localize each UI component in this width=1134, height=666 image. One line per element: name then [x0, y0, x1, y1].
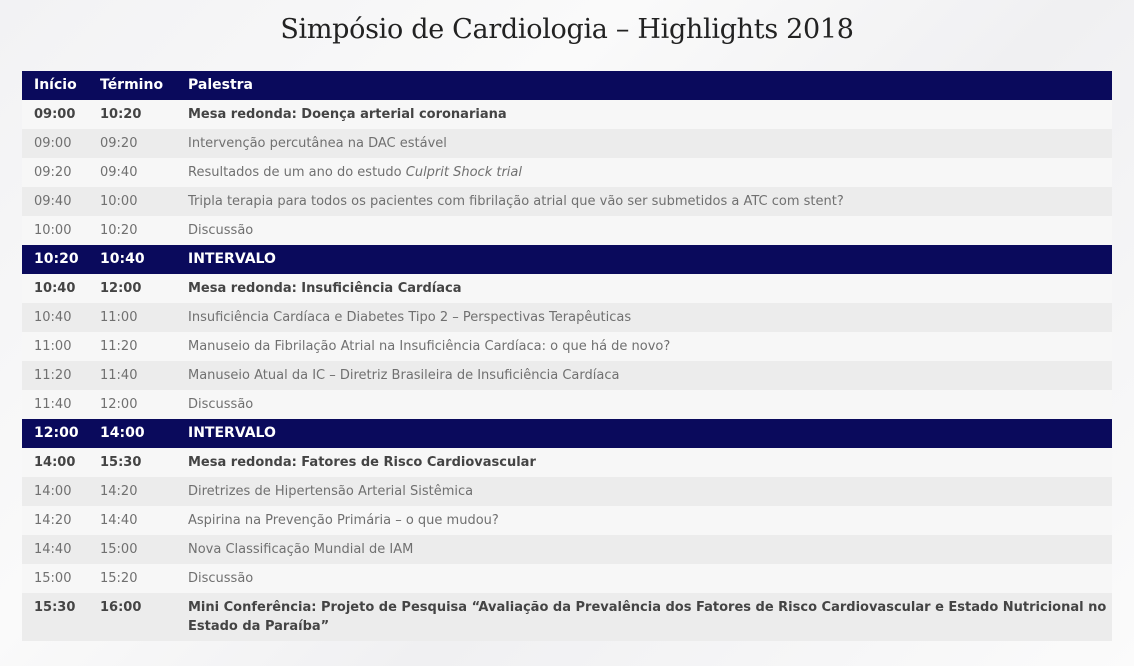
talk-title: Nova Classificação Mundial de IAM [176, 535, 1112, 564]
start-time: 09:00 [22, 129, 88, 158]
start-time: 15:00 [22, 564, 88, 593]
table-row [22, 216, 1112, 245]
schedule-table [22, 71, 1112, 641]
table-row [22, 390, 1112, 419]
table-header [22, 71, 1112, 100]
table-row [22, 361, 1112, 390]
end-time: 10:20 [88, 216, 176, 245]
talk-title: Mesa redonda: Fatores de Risco Cardiovascular [176, 448, 1112, 477]
end-time: 15:00 [88, 535, 176, 564]
start-time: 10:40 [22, 303, 88, 332]
end-time: 10:20 [88, 100, 176, 129]
table-row [22, 303, 1112, 332]
table-row [22, 100, 1112, 129]
break-row [22, 419, 1112, 448]
table-row [22, 593, 1112, 641]
end-time: 10:40 [88, 245, 176, 274]
end-time: 09:40 [88, 158, 176, 187]
end-time: 11:00 [88, 303, 176, 332]
end-time: 14:20 [88, 477, 176, 506]
end-time: 16:00 [88, 593, 176, 641]
talk-title: Diretrizes de Hipertensão Arterial Sistêmica [176, 477, 1112, 506]
talk-title: Tripla terapia para todos os pacientes com fibrilação atrial que vão ser submetidos a ATC com stent? [176, 187, 1112, 216]
end-time: 12:00 [88, 390, 176, 419]
talk-title: Intervenção percutânea na DAC estável [176, 129, 1112, 158]
table-row [22, 129, 1112, 158]
start-time: 10:00 [22, 216, 88, 245]
start-time: 14:40 [22, 535, 88, 564]
header-end: Término [88, 71, 176, 100]
talk-title: INTERVALO [176, 419, 1112, 448]
page-title: Simpósio de Cardiologia – Highlights 2018 [280, 14, 854, 45]
end-time: 09:20 [88, 129, 176, 158]
talk-title-italic: Culprit Shock trial [405, 165, 523, 180]
header-start: Início [22, 71, 88, 100]
end-time: 10:00 [88, 187, 176, 216]
talk-title: Mesa redonda: Insuficiência Cardíaca [176, 274, 1112, 303]
start-time: 14:00 [22, 477, 88, 506]
end-time: 11:40 [88, 361, 176, 390]
end-time: 11:20 [88, 332, 176, 361]
table-row [22, 187, 1112, 216]
start-time: 15:30 [22, 593, 88, 641]
start-time: 14:00 [22, 448, 88, 477]
start-time: 09:00 [22, 100, 88, 129]
table-row [22, 158, 1112, 187]
table-row [22, 448, 1112, 477]
end-time: 14:40 [88, 506, 176, 535]
table-row [22, 506, 1112, 535]
break-row [22, 245, 1112, 274]
talk-title: INTERVALO [176, 245, 1112, 274]
end-time: 12:00 [88, 274, 176, 303]
end-time: 15:20 [88, 564, 176, 593]
start-time: 09:40 [22, 187, 88, 216]
table-row [22, 564, 1112, 593]
table-row [22, 332, 1112, 361]
talk-title: Insuficiência Cardíaca e Diabetes Tipo 2 – Perspectivas Terapêuticas [176, 303, 1112, 332]
talk-title [176, 158, 1112, 187]
talk-title: Mini Conferência: Projeto de Pesquisa “Avaliação da Prevalência dos Fatores de Risco Cardiovascular e Estado Nutricional no Estado da Paraíba” [176, 593, 1112, 641]
start-time: 11:40 [22, 390, 88, 419]
start-time: 10:40 [22, 274, 88, 303]
header-talk: Palestra [176, 71, 1112, 100]
talk-title: Manuseio Atual da IC – Diretriz Brasileira de Insuficiência Cardíaca [176, 361, 1112, 390]
start-time: 11:20 [22, 361, 88, 390]
end-time: 14:00 [88, 419, 176, 448]
start-time: 10:20 [22, 245, 88, 274]
talk-title: Discussão [176, 564, 1112, 593]
talk-title: Discussão [176, 390, 1112, 419]
talk-title: Manuseio da Fibrilação Atrial na Insuficiência Cardíaca: o que há de novo? [176, 332, 1112, 361]
talk-title-text: Resultados de um ano do estudo [188, 165, 406, 180]
start-time: 09:20 [22, 158, 88, 187]
start-time: 14:20 [22, 506, 88, 535]
talk-title: Aspirina na Prevenção Primária – o que mudou? [176, 506, 1112, 535]
talk-title: Mesa redonda: Doença arterial coronariana [176, 100, 1112, 129]
table-row [22, 477, 1112, 506]
end-time: 15:30 [88, 448, 176, 477]
table-row [22, 274, 1112, 303]
talk-title: Discussão [176, 216, 1112, 245]
start-time: 11:00 [22, 332, 88, 361]
start-time: 12:00 [22, 419, 88, 448]
table-row [22, 535, 1112, 564]
